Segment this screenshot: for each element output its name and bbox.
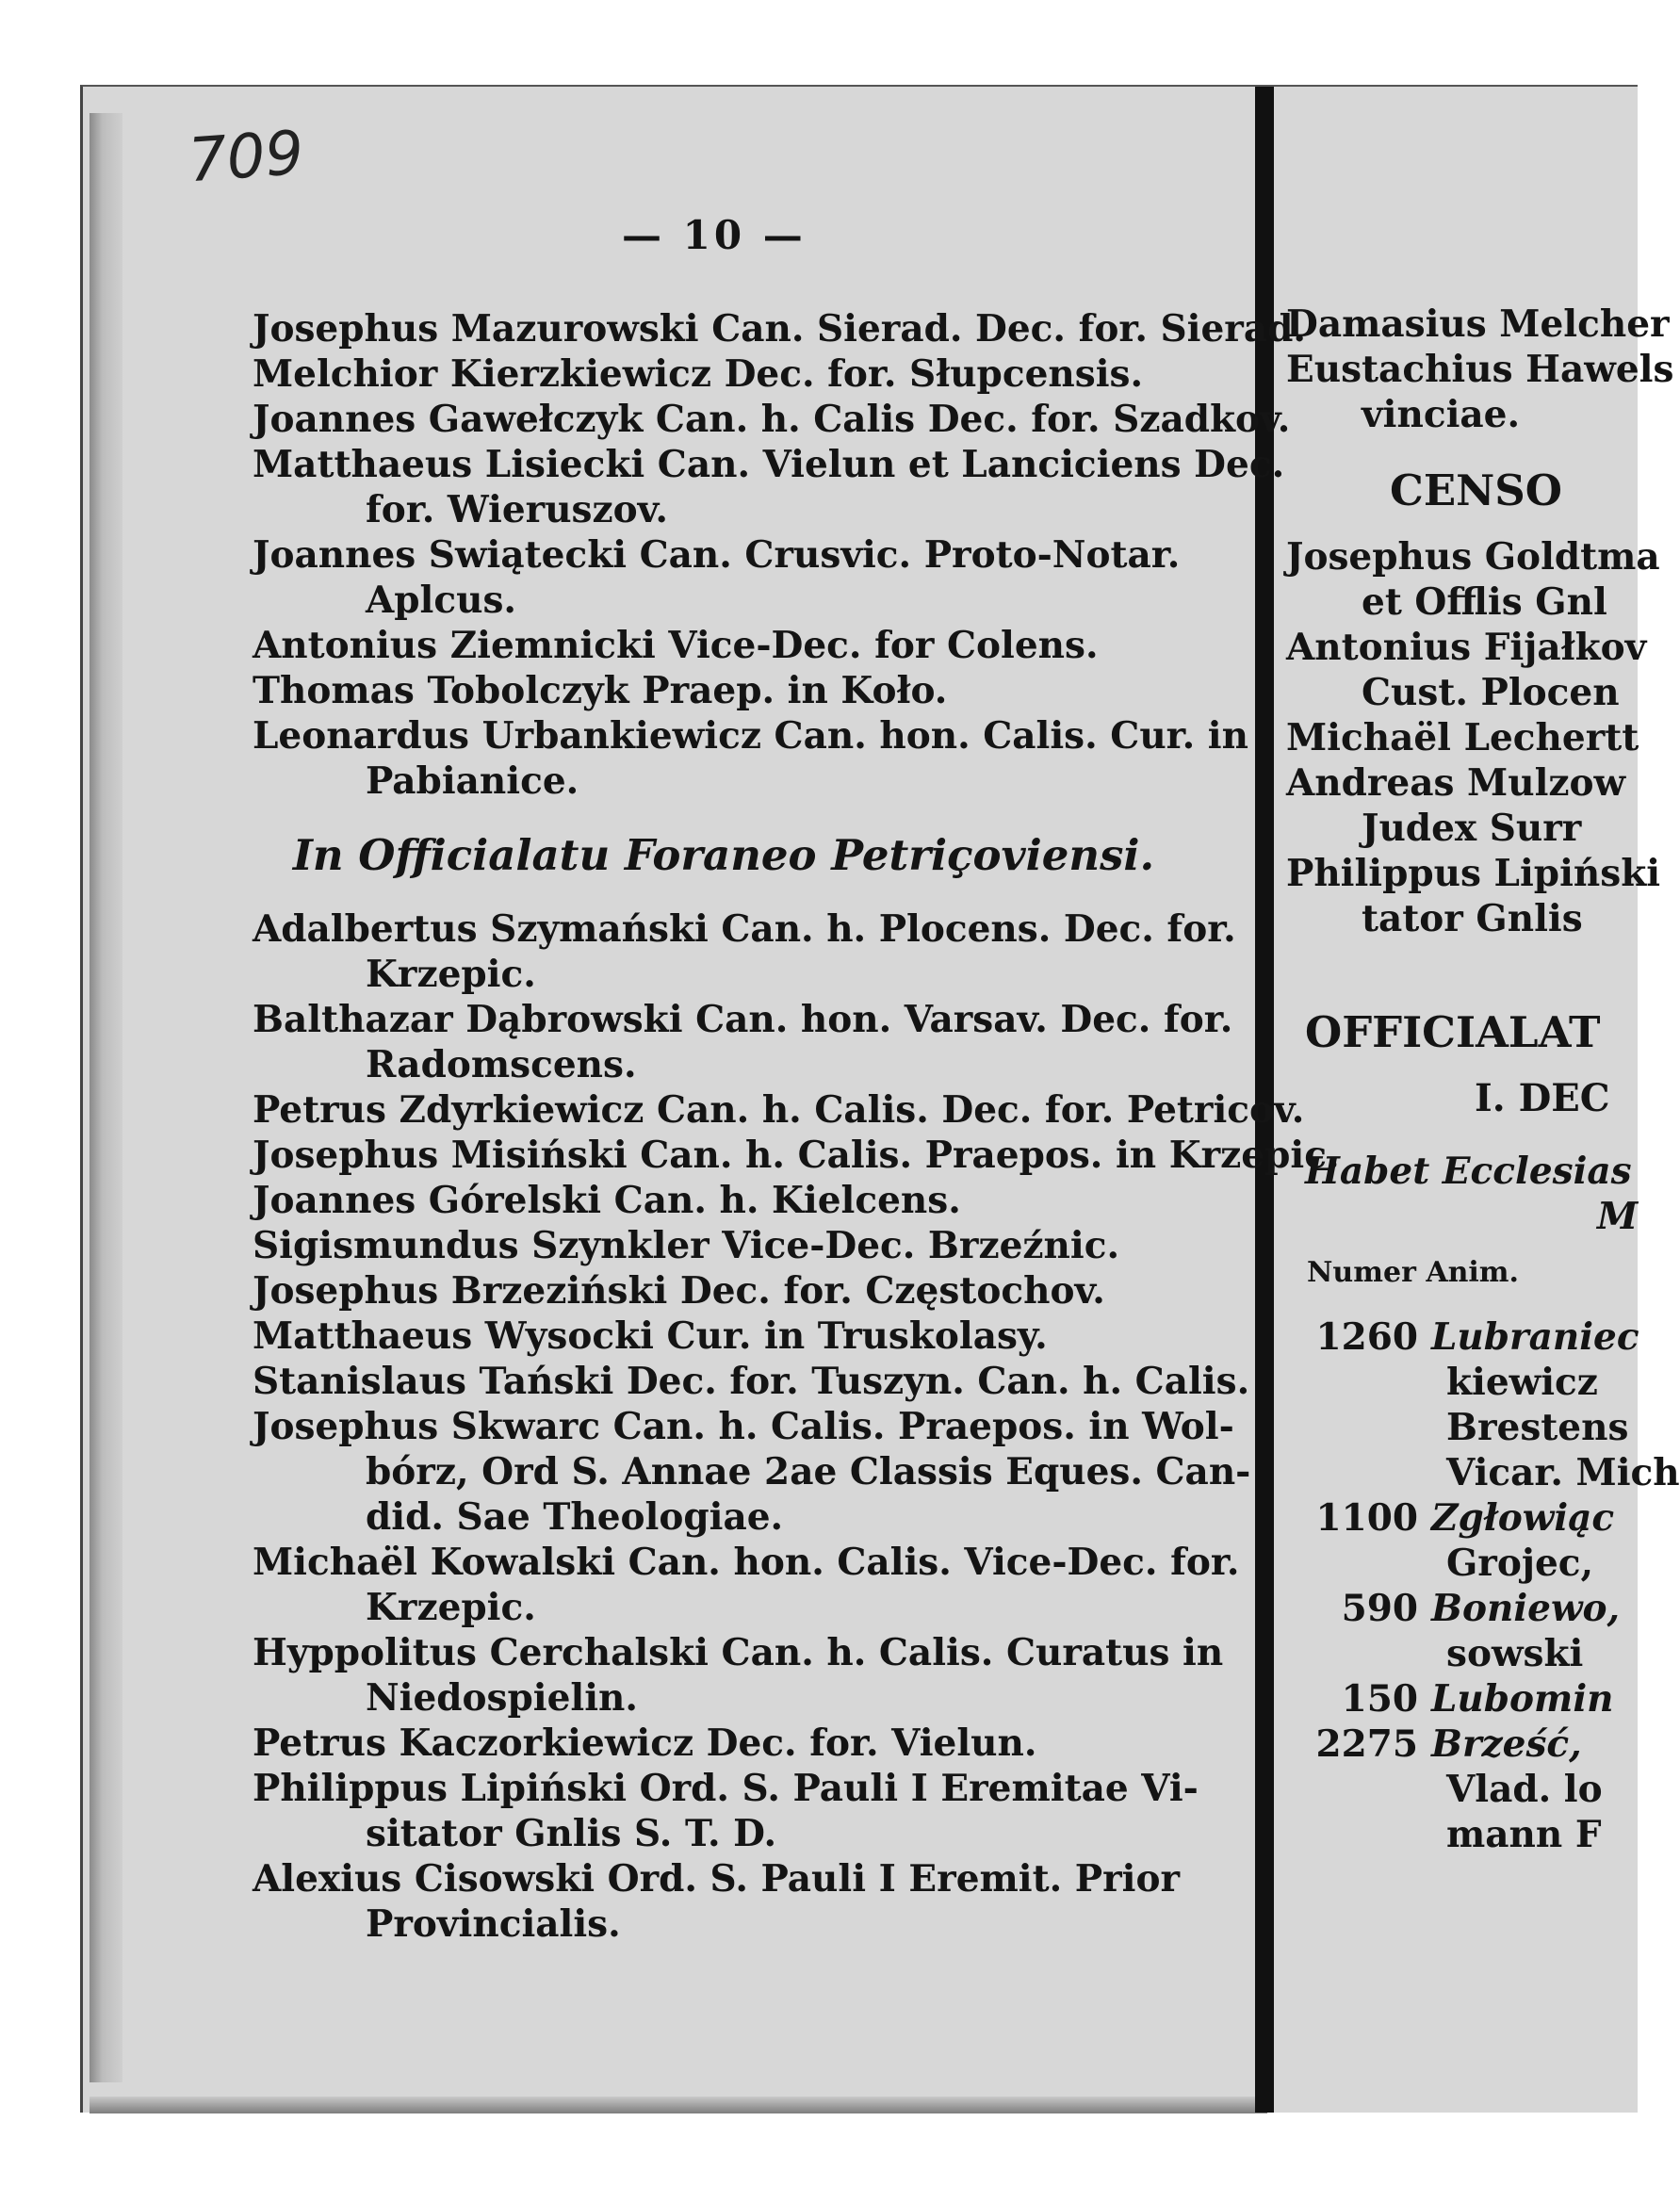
entry-name-line: Petrus Zdyrkiewicz Can. h. Calis. Dec. for. Petricov. bbox=[253, 1088, 1305, 1132]
parish-name: Boniewo, bbox=[1431, 1587, 1621, 1630]
page-number: — 10 — bbox=[622, 212, 807, 258]
entry-name-line: Matthaeus Lisiecki Can. Vielun et Lanciciens Dec. bbox=[253, 443, 1285, 486]
parish-souls-number: 1100 bbox=[1315, 1496, 1418, 1540]
entry-name-line: Alexius Cisowski Ord. S. Pauli I Eremit. Prior bbox=[253, 1857, 1181, 1901]
entry-name-line: Joannes Gawełczyk Can. h. Calis Dec. for. Szadkov. bbox=[253, 398, 1291, 441]
page-left-edge bbox=[90, 113, 122, 2082]
right-text-line: Josephus Goldtma bbox=[1286, 535, 1660, 579]
entry-name-line: Joannes Swiątecki Can. Crusvic. Proto-Notar. bbox=[253, 533, 1181, 577]
register-entry bbox=[253, 1766, 1251, 1856]
page-bottom-edge bbox=[90, 2097, 1267, 2113]
parish-name: Lubraniec bbox=[1431, 1315, 1639, 1359]
entry-name-line: Josephus Misiński Can. h. Calis. Praepos. in Krzepic. bbox=[253, 1134, 1340, 1177]
parish-continuation: mann F bbox=[1446, 1813, 1602, 1856]
entry-continuation-line: Aplcus. bbox=[366, 579, 516, 622]
register-entry bbox=[253, 306, 1306, 351]
right-text-line: Judex Surr bbox=[1362, 807, 1582, 850]
register-entry bbox=[253, 532, 1251, 623]
register-entry bbox=[253, 1087, 1305, 1133]
entry-name-line: Hyppolitus Cerchalski Can. h. Calis. Curatus in bbox=[253, 1631, 1224, 1674]
right-text-line: et Offlis Gnl bbox=[1362, 580, 1607, 624]
entry-name-line: Michaël Kowalski Can. hon. Calis. Vice-Dec. for. bbox=[253, 1541, 1240, 1584]
register-entry bbox=[253, 713, 1251, 804]
entry-name-line: Joannes Górelski Can. h. Kielcens. bbox=[253, 1179, 961, 1222]
parish-souls-number: 150 bbox=[1341, 1677, 1418, 1721]
entry-name-line: Balthazar Dąbrowski Can. hon. Varsav. Dec. for. bbox=[253, 998, 1233, 1041]
entry-name-line: Antonius Ziemnicki Vice-Dec. for Colens. bbox=[253, 624, 1099, 667]
entry-continuation-line: Provincialis. bbox=[366, 1902, 621, 1946]
entry-continuation-line: Niedospielin. bbox=[366, 1676, 638, 1720]
section-heading: In Officialatu Foraneo Petriçoviensi. bbox=[292, 830, 1155, 880]
register-entry bbox=[253, 397, 1291, 442]
entry-name-line: Adalbertus Szymański Can. h. Plocens. Dec. for. bbox=[253, 907, 1236, 951]
parish-continuation: kiewicz bbox=[1446, 1361, 1598, 1404]
entry-continuation-line: Krzepic. bbox=[366, 1586, 536, 1629]
entry-continuation-line: did. Sae Theologiae. bbox=[366, 1495, 784, 1539]
parish-list bbox=[1286, 1314, 1680, 1857]
register-entry bbox=[253, 351, 1251, 397]
parish-continuation: Vicar. Mich bbox=[1446, 1451, 1680, 1494]
right-text-line: Andreas Mulzow bbox=[1286, 761, 1626, 805]
register-entry bbox=[253, 1268, 1251, 1314]
handwritten-page-mark: 709 bbox=[186, 118, 306, 197]
left-column bbox=[253, 306, 1340, 1947]
entry-continuation-line: Radomscens. bbox=[366, 1043, 637, 1086]
right-text-line: vinciae. bbox=[1362, 393, 1521, 436]
parish-souls-number: 2275 bbox=[1315, 1722, 1418, 1766]
right-lines-a bbox=[1286, 302, 1674, 437]
parish-row bbox=[1286, 1586, 1635, 1631]
register-entry bbox=[253, 623, 1251, 668]
entry-name-line: Matthaeus Wysocki Cur. in Truskolasy. bbox=[253, 1314, 1048, 1358]
register-entry bbox=[253, 906, 1251, 997]
right-text-line: Philippus Lipiński bbox=[1286, 852, 1661, 895]
entry-continuation-line: Krzepic. bbox=[366, 953, 536, 996]
entry-name-line: Josephus Skwarc Can. h. Calis. Praepos. in Wol- bbox=[253, 1405, 1234, 1448]
entry-name-line: Philippus Lipiński Ord. S. Pauli I Eremitae Vi- bbox=[253, 1767, 1199, 1810]
parish-continuation: Vlad. lo bbox=[1446, 1768, 1603, 1811]
register-entry bbox=[253, 1178, 1251, 1223]
right-text-line: Michaël Lechertt bbox=[1286, 716, 1639, 759]
entry-name-line: Josephus Brzeziński Dec. for. Częstochov. bbox=[253, 1269, 1105, 1313]
parish-row bbox=[1286, 1676, 1635, 1722]
parish-souls-number: 1260 bbox=[1315, 1315, 1418, 1359]
register-entry bbox=[253, 442, 1285, 532]
entry-name-line: Melchior Kierzkiewicz Dec. for. Słupcensis. bbox=[253, 352, 1144, 396]
register-entry bbox=[253, 668, 1251, 713]
register-entry bbox=[253, 1404, 1251, 1540]
register-entry bbox=[253, 1856, 1251, 1947]
heading-officialat: OFFICIALAT bbox=[1305, 1007, 1601, 1057]
register-entry bbox=[253, 1540, 1251, 1630]
parish-row bbox=[1286, 1722, 1635, 1767]
parish-name: Brześć, bbox=[1431, 1722, 1582, 1766]
right-text-line: Eustachius Hawels bbox=[1286, 348, 1674, 391]
parish-continuation: sowski bbox=[1446, 1632, 1584, 1675]
right-text-line: Antonius Fijałkov bbox=[1286, 626, 1647, 669]
entry-name-line: Josephus Mazurowski Can. Sierad. Dec. for. Sierad. bbox=[253, 307, 1306, 351]
register-entry bbox=[253, 1359, 1251, 1404]
entry-continuation-line: sitator Gnlis S. T. D. bbox=[366, 1812, 777, 1855]
parish-name: Zgłowiąc bbox=[1431, 1496, 1615, 1540]
habet-line: Habet Ecclesias bbox=[1305, 1150, 1632, 1193]
parish-continuation: Brestens bbox=[1446, 1406, 1629, 1449]
right-text-line: Damasius Melcher bbox=[1286, 302, 1670, 346]
heading-dec: I. DEC bbox=[1475, 1076, 1610, 1120]
right-column bbox=[1286, 302, 1680, 2016]
parish-row bbox=[1286, 1495, 1635, 1541]
entry-name-line: Stanislaus Tański Dec. for. Tuszyn. Can. h. Calis. bbox=[253, 1360, 1250, 1403]
habet-line-2: M bbox=[1597, 1195, 1639, 1238]
parish-continuation: Grojec, bbox=[1446, 1542, 1594, 1585]
table-headers: Numer Anim. bbox=[1307, 1256, 1519, 1289]
entry-continuation-line: for. Wieruszov. bbox=[366, 488, 668, 531]
heading-censor: CENSO bbox=[1390, 465, 1562, 515]
right-text-line: tator Gnlis bbox=[1362, 897, 1583, 940]
register-entry bbox=[253, 1133, 1340, 1178]
entry-name-line: Sigismundus Szynkler Vice-Dec. Brzeźnic. bbox=[253, 1224, 1120, 1267]
entries-top bbox=[253, 306, 1306, 804]
entry-continuation-line: bórz, Ord S. Annae 2ae Classis Eques. Can- bbox=[366, 1450, 1251, 1493]
parish-souls-number: 590 bbox=[1341, 1587, 1418, 1630]
entry-continuation-line: Pabianice. bbox=[366, 759, 579, 803]
right-lines-b bbox=[1286, 534, 1661, 941]
entries-bottom bbox=[253, 906, 1340, 1947]
register-entry bbox=[253, 1223, 1251, 1268]
register-entry bbox=[253, 1314, 1251, 1359]
register-entry bbox=[253, 1630, 1251, 1721]
register-entry bbox=[253, 997, 1251, 1087]
register-entry bbox=[253, 1721, 1251, 1766]
entry-name-line: Petrus Kaczorkiewicz Dec. for. Vielun. bbox=[253, 1722, 1037, 1765]
parish-name: Lubomin bbox=[1431, 1677, 1614, 1721]
right-text-line: Cust. Plocen bbox=[1362, 671, 1620, 714]
entry-name-line: Leonardus Urbankiewicz Can. hon. Calis. Cur. in bbox=[253, 714, 1248, 758]
parish-row bbox=[1286, 1314, 1639, 1360]
entry-name-line: Thomas Tobolczyk Praep. in Koło. bbox=[253, 669, 948, 712]
